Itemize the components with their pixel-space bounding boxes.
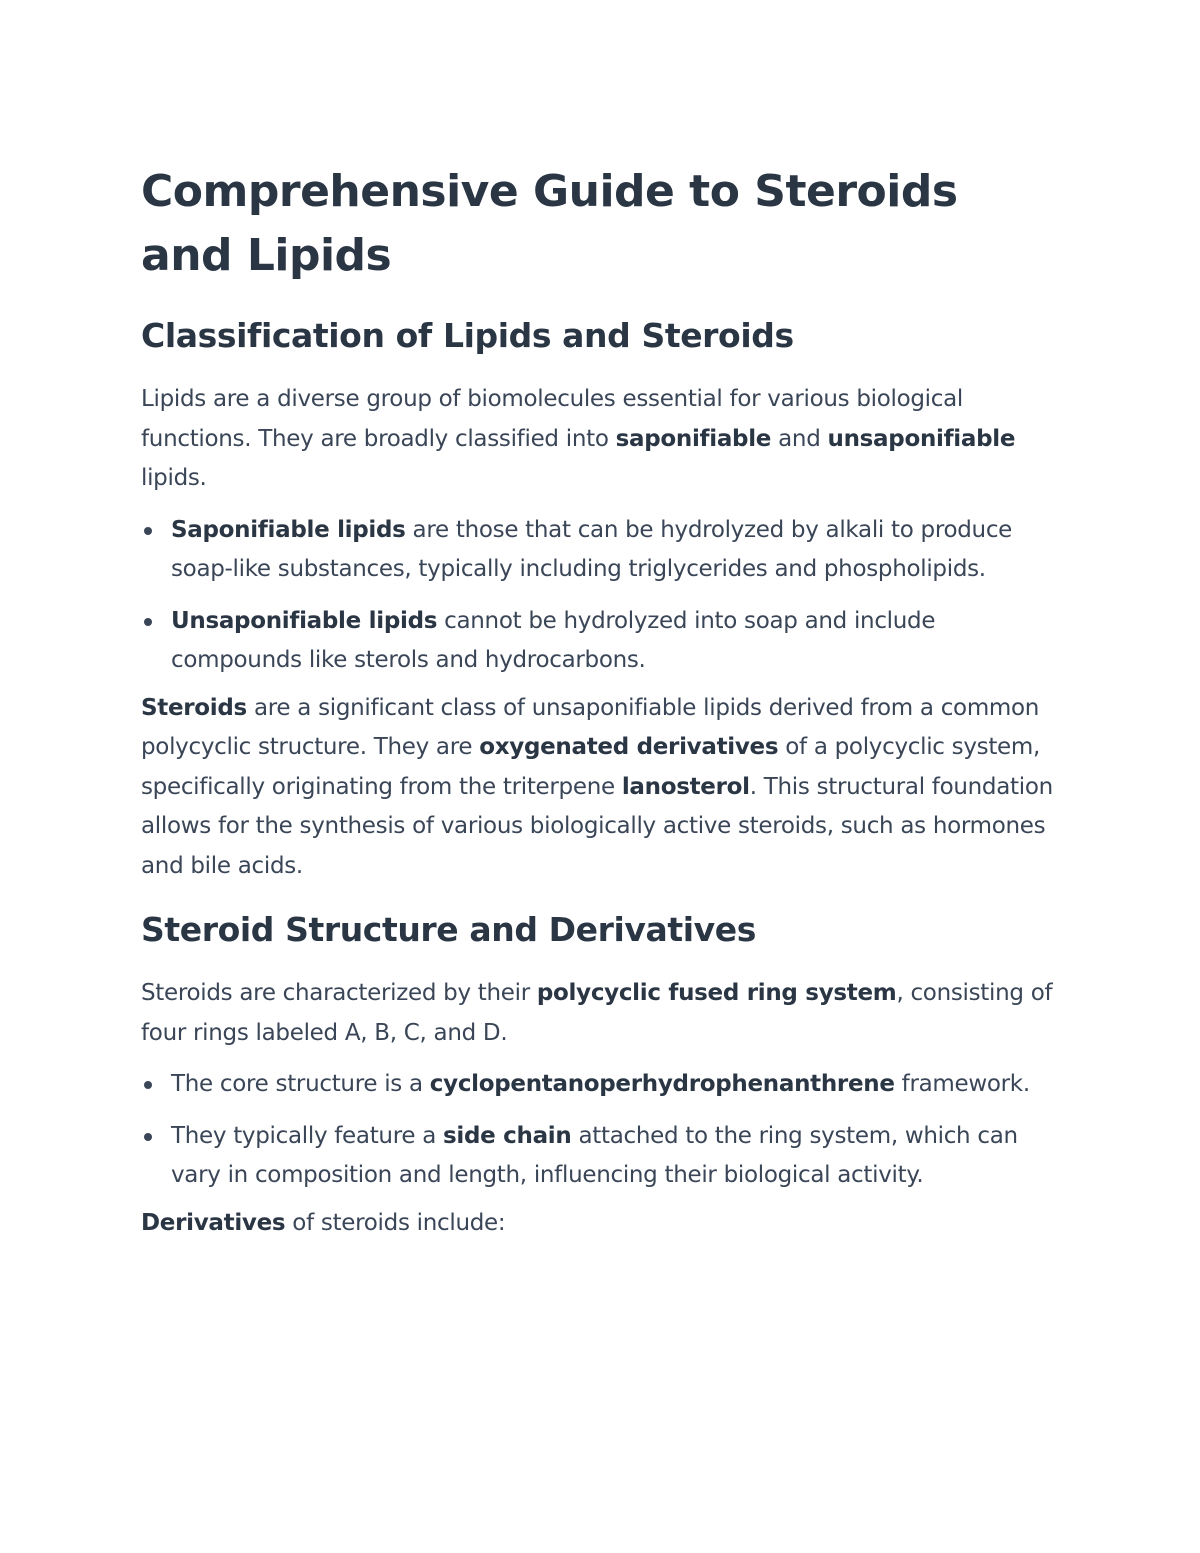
bold-term: side chain xyxy=(443,1122,572,1149)
text-run: lipids. xyxy=(141,465,207,491)
list-item-text: are those that can be hydrolyzed by alkali to produce soap-like substances, typically including triglycerides and phospholipids. xyxy=(171,516,1013,582)
structure-intro-paragraph xyxy=(141,974,1061,1053)
lipids-intro-paragraph xyxy=(141,380,1061,499)
text-run: Steroids are characterized by their xyxy=(141,980,537,1006)
bold-term: Saponifiable lipids xyxy=(171,516,406,543)
text-run: and xyxy=(771,425,828,452)
list-item-text: framework. xyxy=(894,1071,1030,1097)
bold-term-saponifiable: saponifiable xyxy=(615,425,772,452)
steroids-paragraph xyxy=(141,689,1061,887)
list-item-text: attached to the ring system, which can vary in composition and length, influencing their biological activity. xyxy=(171,1122,1018,1188)
bold-term-oxygenated-derivatives: oxygenated derivatives xyxy=(479,734,779,760)
document-page xyxy=(141,160,1061,1243)
list-item-side-chain xyxy=(171,1117,1061,1196)
list-item-text: cannot be hydrolyzed into soap and include compounds like sterols and hydrocarbons. xyxy=(171,607,936,673)
list-item-core-structure xyxy=(171,1065,1061,1105)
section-heading-structure: Steroid Structure and Derivatives xyxy=(141,910,757,949)
section-heading-classification: Classification of Lipids and Steroids xyxy=(141,316,794,355)
structure-features-list xyxy=(141,1065,1061,1196)
text-run: of steroids include: xyxy=(285,1209,506,1236)
text-run: , consisting of four rings labeled A, B, C, and D. xyxy=(141,980,1053,1046)
document-title: Comprehensive Guide to Steroids and Lipids xyxy=(141,166,958,281)
bullet-dot xyxy=(144,1081,152,1089)
list-item-saponifiable xyxy=(171,511,1061,590)
bold-term: cyclopentanoperhydrophenanthrene xyxy=(429,1071,895,1097)
bold-term-lanosterol: lanosterol xyxy=(621,773,750,800)
bold-term-polycyclic-fused-ring-system: polycyclic fused ring system xyxy=(536,980,897,1006)
list-item-unsaponifiable xyxy=(171,602,1061,681)
bold-term: Unsaponifiable lipids xyxy=(171,607,438,634)
bold-term-steroids: Steroids xyxy=(141,694,247,721)
text-run: . This structural foundation allows for the synthesis of various biologically active steroids, such as hormones and bile acids. xyxy=(141,773,1053,879)
bullet-dot xyxy=(144,1133,152,1141)
text-run: are a significant class of unsaponifiable lipids derived from a common polycyclic structure. They are xyxy=(141,694,1040,760)
bullet-dot xyxy=(144,527,152,535)
text-run: of a polycyclic system, specifically originating from the triterpene xyxy=(141,734,1041,800)
list-item-text: They typically feature a xyxy=(171,1122,444,1149)
lipid-types-list xyxy=(141,511,1061,681)
bold-term-derivatives: Derivatives xyxy=(141,1209,286,1236)
text-run: Lipids are a diverse group of biomolecules essential for various biological functions. They are broadly classified into xyxy=(141,386,963,452)
bold-term-unsaponifiable: unsaponifiable xyxy=(827,425,1016,452)
bullet-dot xyxy=(144,618,152,626)
derivatives-paragraph xyxy=(141,1204,1061,1244)
list-item-text: The core structure is a xyxy=(171,1071,430,1097)
